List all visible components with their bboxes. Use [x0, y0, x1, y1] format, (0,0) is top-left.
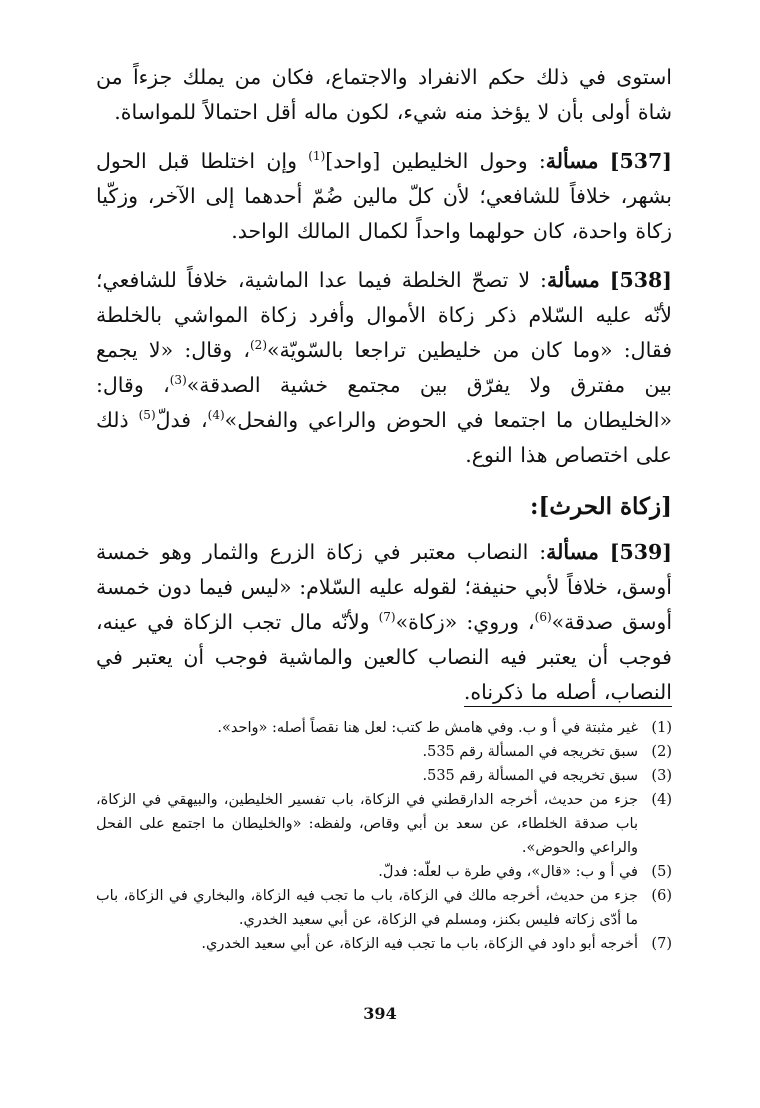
footnote-ref-6[interactable]: (6): [534, 610, 552, 625]
issue-number: [537]: [609, 149, 672, 173]
issue-text: : وحول الخليطين [واحد]: [325, 149, 546, 173]
mas-ala-538: [96, 263, 672, 473]
issue-number: [538]: [609, 268, 672, 292]
issue-text: ، فدلّ: [155, 408, 208, 432]
issue-number: [539]: [609, 540, 672, 564]
footnote-4: [96, 788, 672, 860]
issue-text: : النصاب معتبر في زكاة الزرع والثمار وهو خمسة أوسق، خلافاً لأبي حنيفة؛ لقوله عليه السّلام: «ليس فيما دون خمسة أوسق صدقة»: [96, 540, 673, 634]
footnote-number: (6): [651, 888, 672, 904]
footnote-text: في أ و ب: «قال»، وفي طرة ب لعلّه: فدلّ.: [378, 864, 638, 880]
footnote-6: [96, 884, 672, 932]
footnote-3: [96, 764, 672, 788]
issue-keyword: مسألة: [545, 149, 599, 173]
footnote-1: [96, 716, 672, 740]
footnote-ref-4[interactable]: (4): [207, 408, 225, 423]
footnote-number: (2): [651, 744, 672, 760]
section-heading: [زكاة الحرث]:: [530, 493, 672, 520]
footnote-text: سبق تخريجه في المسألة رقم 535.: [422, 768, 638, 784]
issue-text: ، وقال: «لا يجمع بين مفترق ولا يفرّق بين مجتمع خشية الصدقة»: [96, 338, 672, 397]
footnote-number: (4): [651, 792, 672, 808]
issue-text: : لا تصحّ الخلطة فيما عدا الماشية، خلافاً للشافعي؛ لأنّه عليه السّلام ذكر زكاة الأموال وأفرد زكاة المواشي بالخلطة فقال: «وما كان من خليطين تراجعا بالسّويّة»: [96, 268, 672, 362]
footnote-separator: [464, 706, 672, 707]
issue-text: ، وروي: «زكاة»: [395, 610, 535, 634]
mas-ala-539: [96, 535, 672, 710]
footnote-text: غير مثبتة في أ و ب. وفي هامش ط كتب: لعل هنا نقصاً أصله: «واحد».: [217, 720, 638, 736]
footnote-ref-7[interactable]: (7): [378, 610, 396, 625]
issue-text: وإن اختلطا قبل الحول بشهر، خلافاً للشافعي؛ لأن كلّ مالين ضُمّ أحدهما إلى الآخر، وزكّيا زكاة واحدة، كان حولهما واحداً لكمال المالك الواحد.: [96, 149, 672, 243]
footnote-number: (1): [651, 720, 672, 736]
footnote-number: (5): [651, 864, 672, 880]
footnote-text: أخرجه أبو داود في الزكاة، باب ما تجب فيه الزكاة، عن أبي سعيد الخدري.: [201, 936, 638, 952]
mas-ala-537: [96, 144, 672, 249]
issue-text: ، وقال: «الخليطان ما اجتمعا في الحوض والراعي والفحل»: [96, 373, 672, 432]
issue-keyword: مسألة: [546, 540, 599, 564]
footnote-text: جزء من حديث، أخرجه الدارقطني في الزكاة، باب تفسير الخليطين، والبيهقي في الزكاة، باب صدقة الخلطاء، عن سعد بن أبي وقاص، ولفظه: «والخليطان ما اجتمع على الفحل والراعي والحوض».: [96, 792, 638, 856]
issue-text: ولأنّه مال تجب الزكاة في عينه، فوجب أن يعتبر فيه النصاب كالعين والماشية فوجب أن يعتبر في النصاب، أصله ما ذكرناه.: [96, 610, 672, 704]
intro-paragraph: استوى في ذلك حكم الانفراد والاجتماع، فكان من يملك جزءاً من شاة أولى بأن لا يؤخذ منه شيء، لكون ماله أقل احتمالاً للمواساة.: [96, 65, 672, 124]
footnote-number: (3): [651, 768, 672, 784]
issue-keyword: مسألة: [546, 268, 600, 292]
footnote-text: سبق تخريجه في المسألة رقم 535.: [422, 744, 638, 760]
footnote-ref-3[interactable]: (3): [169, 373, 187, 388]
footnote-5: [96, 860, 672, 884]
footnote-text: جزء من حديث، أخرجه مالك في الزكاة، باب ما تجب فيه الزكاة، والبخاري في الزكاة، باب ما أدّى زكاته فليس بكنز، ومسلم في الزكاة، عن أبي سعيد الخدري.: [96, 888, 638, 928]
issue-text: ذلك على اختصاص هذا النوع.: [96, 408, 672, 467]
footnote-ref-5[interactable]: (5): [138, 408, 156, 423]
footnote-number: (7): [651, 936, 672, 952]
footnote-2: [96, 740, 672, 764]
page-number: 394: [363, 1004, 397, 1023]
footnotes: [96, 716, 672, 956]
footnote-ref-1[interactable]: (1): [308, 149, 326, 164]
footnote-ref-2[interactable]: (2): [249, 338, 267, 353]
footnote-7: [96, 932, 672, 956]
